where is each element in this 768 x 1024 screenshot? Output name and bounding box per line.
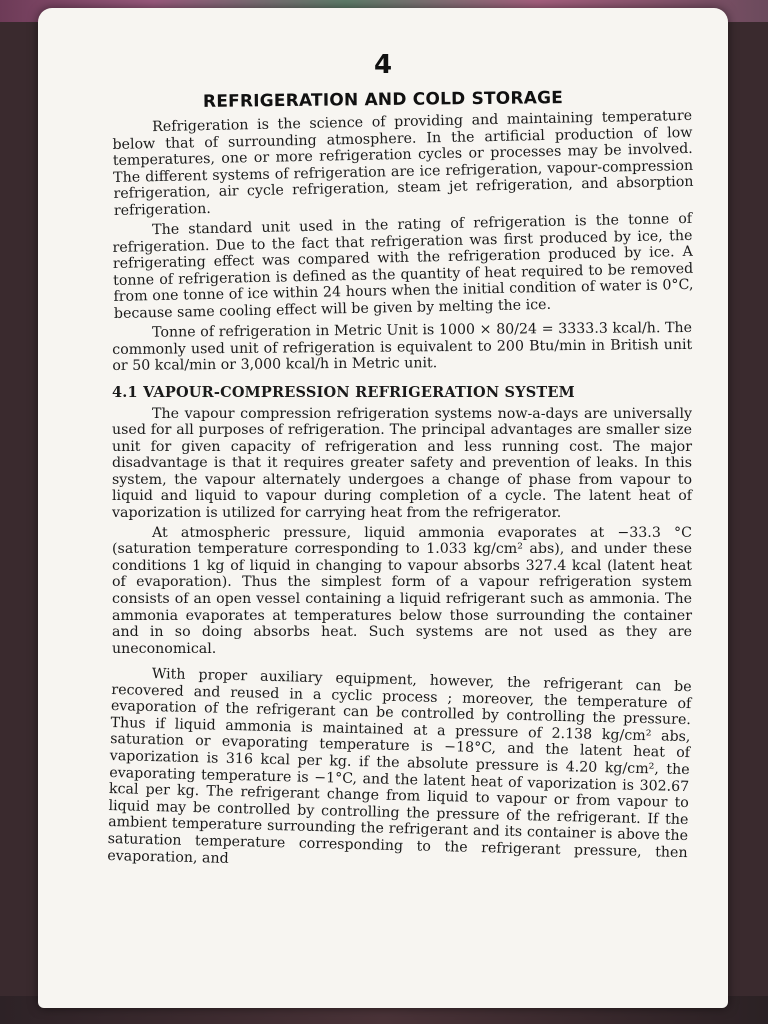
intro-paragraph-tonne: The standard unit used in the rating of refrigeration is the tonne of refrigeration. Due to the fact that refrigeration was first produced by ice, the refrigerating effect was compared with the refrigeration produced by ice. A tonne of refrigeration is defined as the quantity of heat required to be removed from one tonne of ice within 24 hours when the initial condition of water is 0°C, because same cooling effect will be given by melting the ice. [112,210,694,322]
section-paragraph-overview: The vapour compression refrigeration systems now-a-days are universally used for all purposes of refrigeration. The principal advantages are smaller size unit for given capacity of refrigeration and less running cost. The major disadvantage is that it requires greater safety and prevention of leaks. In this system, the vapour alternately undergoes a change of phase from vapour to liquid and liquid to vapour during completion of a cycle. The latent heat of vaporization is utilized for carrying heat from the refrigerator. [112,405,692,522]
section-paragraph-ammonia: At atmospheric pressure, liquid ammonia evaporates at −33.3 °C (saturation temperature corresponding to 1.033 kg/cm² abs), and under these conditions 1 kg of liquid in changing to vapour absorbs 327.4 kcal (latent heat of evaporation). Thus the simplest form of a vapour refrigeration system consists of an open vessel containing a liquid refrigerant such as ammonia. The ammonia evaporates at temperatures below those surrounding the container and in so doing absorbs heat. Such systems are not used as they are uneconomical. [112,524,692,657]
section-heading: 4.1 VAPOUR-COMPRESSION REFRIGERATION SYSTEM [112,383,575,401]
book-page [38,8,728,1008]
intro-paragraph-definition: Refrigeration is the science of providing and maintaining temperature below that of surrounding atmosphere. In the artificial production of low temperatures, one or more refrigeration cycles or processes may be involved. The different systems of refrigeration are ice refrigeration, vapour-compression refrigeration, air cycle refrigeration, steam jet refrigeration, and absorption refrigeration. [112,107,694,219]
chapter-number: 4 [373,50,393,80]
chapter-title: REFRIGERATION AND COLD STORAGE [202,88,564,112]
page-body [38,107,728,867]
intro-paragraph-units: Tonne of refrigeration in Metric Unit is 1000 × 80/24 = 3333.3 kcal/h. The commonly used unit of refrigeration is equivalent to 200 Btu/min in British unit or 50 kcal/min or 3,000 kcal/h in Metric unit. [112,320,693,375]
section-paragraph-cyclic: With proper auxiliary equipment, however, the refrigerant can be recovered and reused in a cyclic process ; moreover, the temperature of evaporation of the refrigerant can be controlled by controlling the pressure. Thus if liquid ammonia is maintained at a pressure of 2.138 kg/cm² abs, saturation or evaporating temperature is −18°C, and the latent heat of vaporization is 316 kcal per kg. if the absolute pressure is 4.20 kg/cm², the evaporating temperature is −1°C, and the latent heat of vaporization is 302.67 kcal per kg. The refrigerant change from liquid to vapour or from vapour to liquid may be controlled by controlling the pressure of the refrigerant. If the ambient temperature surrounding the refrigerant and its container is above the saturation temperature corresponding to the refrigerant pressure, then evaporation, and [107,666,692,867]
